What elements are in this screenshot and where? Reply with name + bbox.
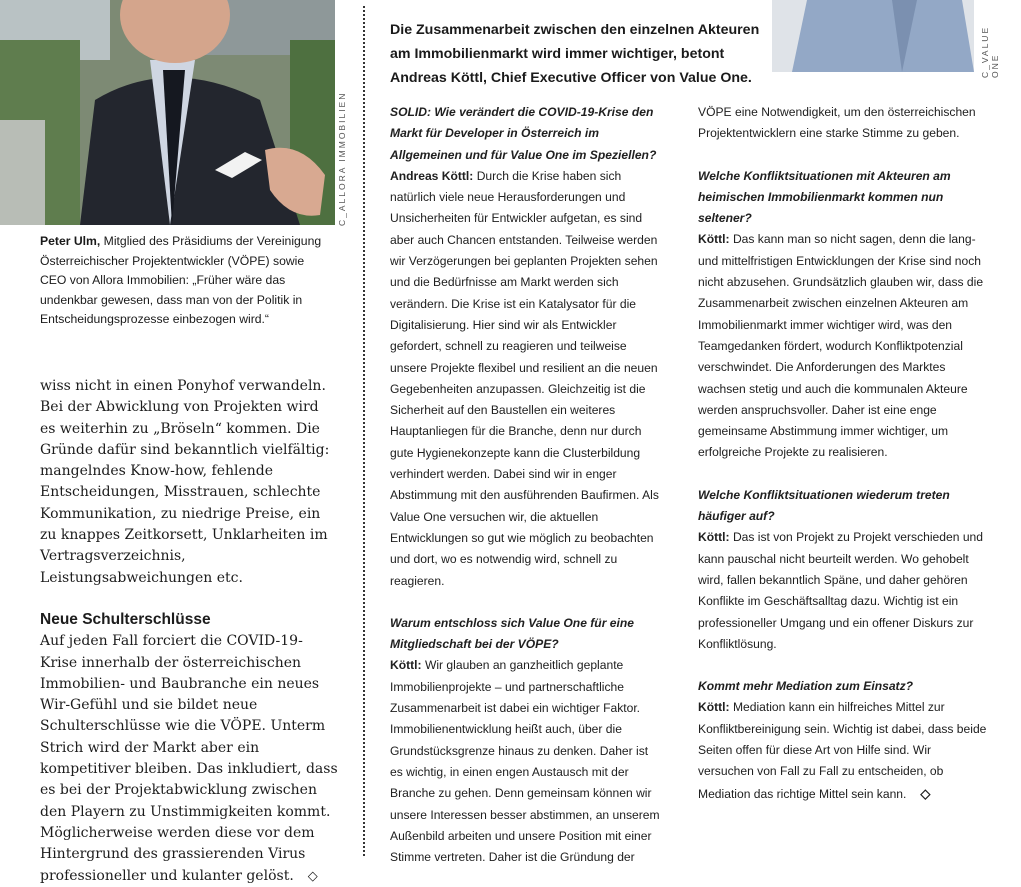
photo-credit-value-one: C_VALUE ONE	[980, 25, 1000, 78]
answer-1	[390, 166, 660, 592]
section-heading: Neue Schulterschlüsse	[40, 610, 211, 628]
portrait-illustration-right	[772, 0, 974, 72]
portrait-photo-peter-ulm	[0, 0, 335, 225]
question-1: SOLID: Wie verändert die COVID-19-Krise den Markt für Developer in Österreich im Allgemeinen und für Value One im Speziellen?	[390, 105, 657, 162]
spacer	[698, 145, 988, 166]
spacer	[698, 464, 988, 485]
column-divider	[363, 6, 365, 856]
question-2: Warum entschloss sich Value One für eine Mitgliedschaft bei der VÖPE?	[390, 615, 634, 652]
answer-3-text: Das kann man so nicht sagen, denn die lang- und mittelfristigen Entwicklungen der Krise sind noch nicht abzusehen. Grundsätzlich glauben wir, dass die Zusammenarbeit zwischen einzelnen Akteuren am Immobilienmarkt immer wichtiger wird, was den Teamgedanken fördert, wodurch Konfliktpotenzial verschwindet. Die Anforderungen des Marktes wachsen stetig und auch die kommunalen Akteure werden anspruchsvoller. Daher ist eine enge gemeinsame Abstimmung immer wichtiger, um erfolgreiche Projekte zu realisieren.	[698, 232, 984, 460]
interview-intro: Die Zusammenarbeit zwischen den einzelnen Akteuren am Immobilienmarkt wird immer wichtiger, betont Andreas Köttl, Chief Executive Officer von Value One.	[390, 22, 760, 86]
left-article-column	[40, 376, 338, 887]
end-mark: ◇	[307, 868, 318, 884]
left-paragraph-2-text: Auf jeden Fall forciert die COVID-19-Krise innerhalb der österreichischen Immobilien- und Baubranche ein neues Wir-Gefühl und sie bildet neue Schulterschlüsse wie die VÖPE. Unterm Strich wird der Markt aber ein kompetitiver bleiben. Das inkludiert, dass es bei der Projektabwicklung zwischen den Playern zu Unstimmigkeiten kommt. Möglicherweise werden diese vor dem Hintergrund des grassierenden Virus professioneller und kulanter gelöst.	[40, 633, 338, 884]
answer-3-speaker: Köttl:	[698, 232, 730, 247]
portrait-illustration	[0, 0, 335, 225]
interview-column-right	[698, 102, 988, 805]
left-paragraph-1: wiss nicht in einen Ponyhof verwandeln. Bei der Abwicklung von Projekten wird es weiterhin zu „Bröseln“ kommen. Die Gründe dafür sind bekanntlich vielfältig: mangelndes Know-how, fehlende Entscheidungen, Misstrauen, schlechte Kommunikation, zu niedrige Preise, ein zu knappes Zeitkorsett, Unklarheiten im Vertragsverzeichnis, Leistungsabweichungen etc.	[40, 378, 330, 586]
answer-4	[698, 527, 988, 655]
question-4: Welche Konfliktsituationen wiederum treten häufiger auf?	[698, 487, 950, 524]
answer-2-text: Wir glauben an ganzheitlich geplante Immobilienprojekte – und partnerschaftliche Zusammenarbeit ist dabei ein wichtiger Faktor. Immobilienentwicklung heißt auch, über die Grundstücksgrenze hinaus zu denken. Daher ist es wichtig, in einen engen Austausch mit der Branche zu gehen. Denn gemeinsam können wir unsere Interessen besser abstimmen, an unserem Außenbild arbeiten und unsere Position mit einer Stimme vertreten. Daher ist die Gründung der	[390, 658, 660, 865]
spacer	[698, 655, 988, 676]
interview-column-middle	[390, 102, 660, 868]
answer-5-text: Mediation kann ein hilfreiches Mittel zur Konfliktbereinigung sein. Wichtig ist dabei, dass beide Seiten offen für diese Art von Hilfe sind. Wir versuchen von Fall zu Fall zu entscheiden, ob Mediation das richtige Mittel sein kann.	[698, 700, 987, 801]
end-mark-right: ◇	[920, 785, 931, 801]
answer-3	[698, 229, 988, 463]
answer-5	[698, 697, 988, 804]
answer-2-continued: VÖPE eine Notwendigkeit, um den österreichischen Projektentwicklern eine starke Stimme zu geben.	[698, 105, 976, 141]
question-3: Welche Konfliktsituationen mit Akteuren am heimischen Immobilienmarkt kommen nun seltener?	[698, 168, 951, 226]
portrait-photo-andreas-koettl	[772, 0, 974, 72]
left-paragraph-2	[40, 631, 338, 887]
answer-5-speaker: Köttl:	[698, 700, 730, 715]
answer-4-speaker: Köttl:	[698, 530, 730, 545]
answer-4-text: Das ist von Projekt zu Projekt verschieden und kann pauschal nicht beurteilt werden. Wo gehobelt wird, fallen bekanntlich Späne, und daher gehören Konflikte im Geschäftsalltag dazu. Wichtig ist ein professioneller Umgang und ein offener Diskurs zur Konfliktlösung.	[698, 530, 983, 651]
photo-caption	[40, 232, 330, 330]
spacer	[390, 592, 660, 613]
caption-text: Mitglied des Präsidiums der Vereinigung Österreichischer Projektentwickler (VÖPE) sowie CEO von Allora Immobilien: „Früher wäre das undenkbar gewesen, dass man von der Politik in Entscheidungsprozesse einbezogen wird.“	[40, 234, 322, 326]
answer-1-speaker: Andreas Köttl:	[390, 168, 474, 183]
caption-name: Peter Ulm,	[40, 234, 101, 248]
photo-credit-allora: C_ALLORA IMMOBILIEN	[337, 91, 347, 226]
question-5: Kommt mehr Mediation zum Einsatz?	[698, 679, 914, 694]
answer-2	[390, 655, 660, 868]
answer-1-text: Durch die Krise haben sich natürlich viele neue Herausforderungen und Unsicherheiten für Entwickler aufgetan, es sind aber auch Chancen entstanden. Teilweise werden wir Verzögerungen bei geplanten Projekten sehen und die Bedürfnisse am Markt werden sich verändern. Die Krise ist ein Katalysator für die Digitalisierung. Hier sind wir als Entwickler gefordert, schnell zu reagieren und teilweise unsere Projekte flexibel und resilient an die neuen Gegebenheiten anzupassen. Gleichzeitig ist die Sicherheit auf den Baustellen ein weiteres Hauptanliegen für die Branche, denn nur durch gute Hygienekonzepte kann die Clusterbildung verhindert werden. Dabei sind wir in enger Abstimmung mit den ausführenden Baufirmen. Als Value One versuchen wir, die aktuellen Entwicklungen so gut wie möglich zu beobachten und dort, wo es notwendig wird, schnell zu reagieren.	[390, 168, 659, 588]
answer-2-speaker: Köttl:	[390, 658, 422, 673]
